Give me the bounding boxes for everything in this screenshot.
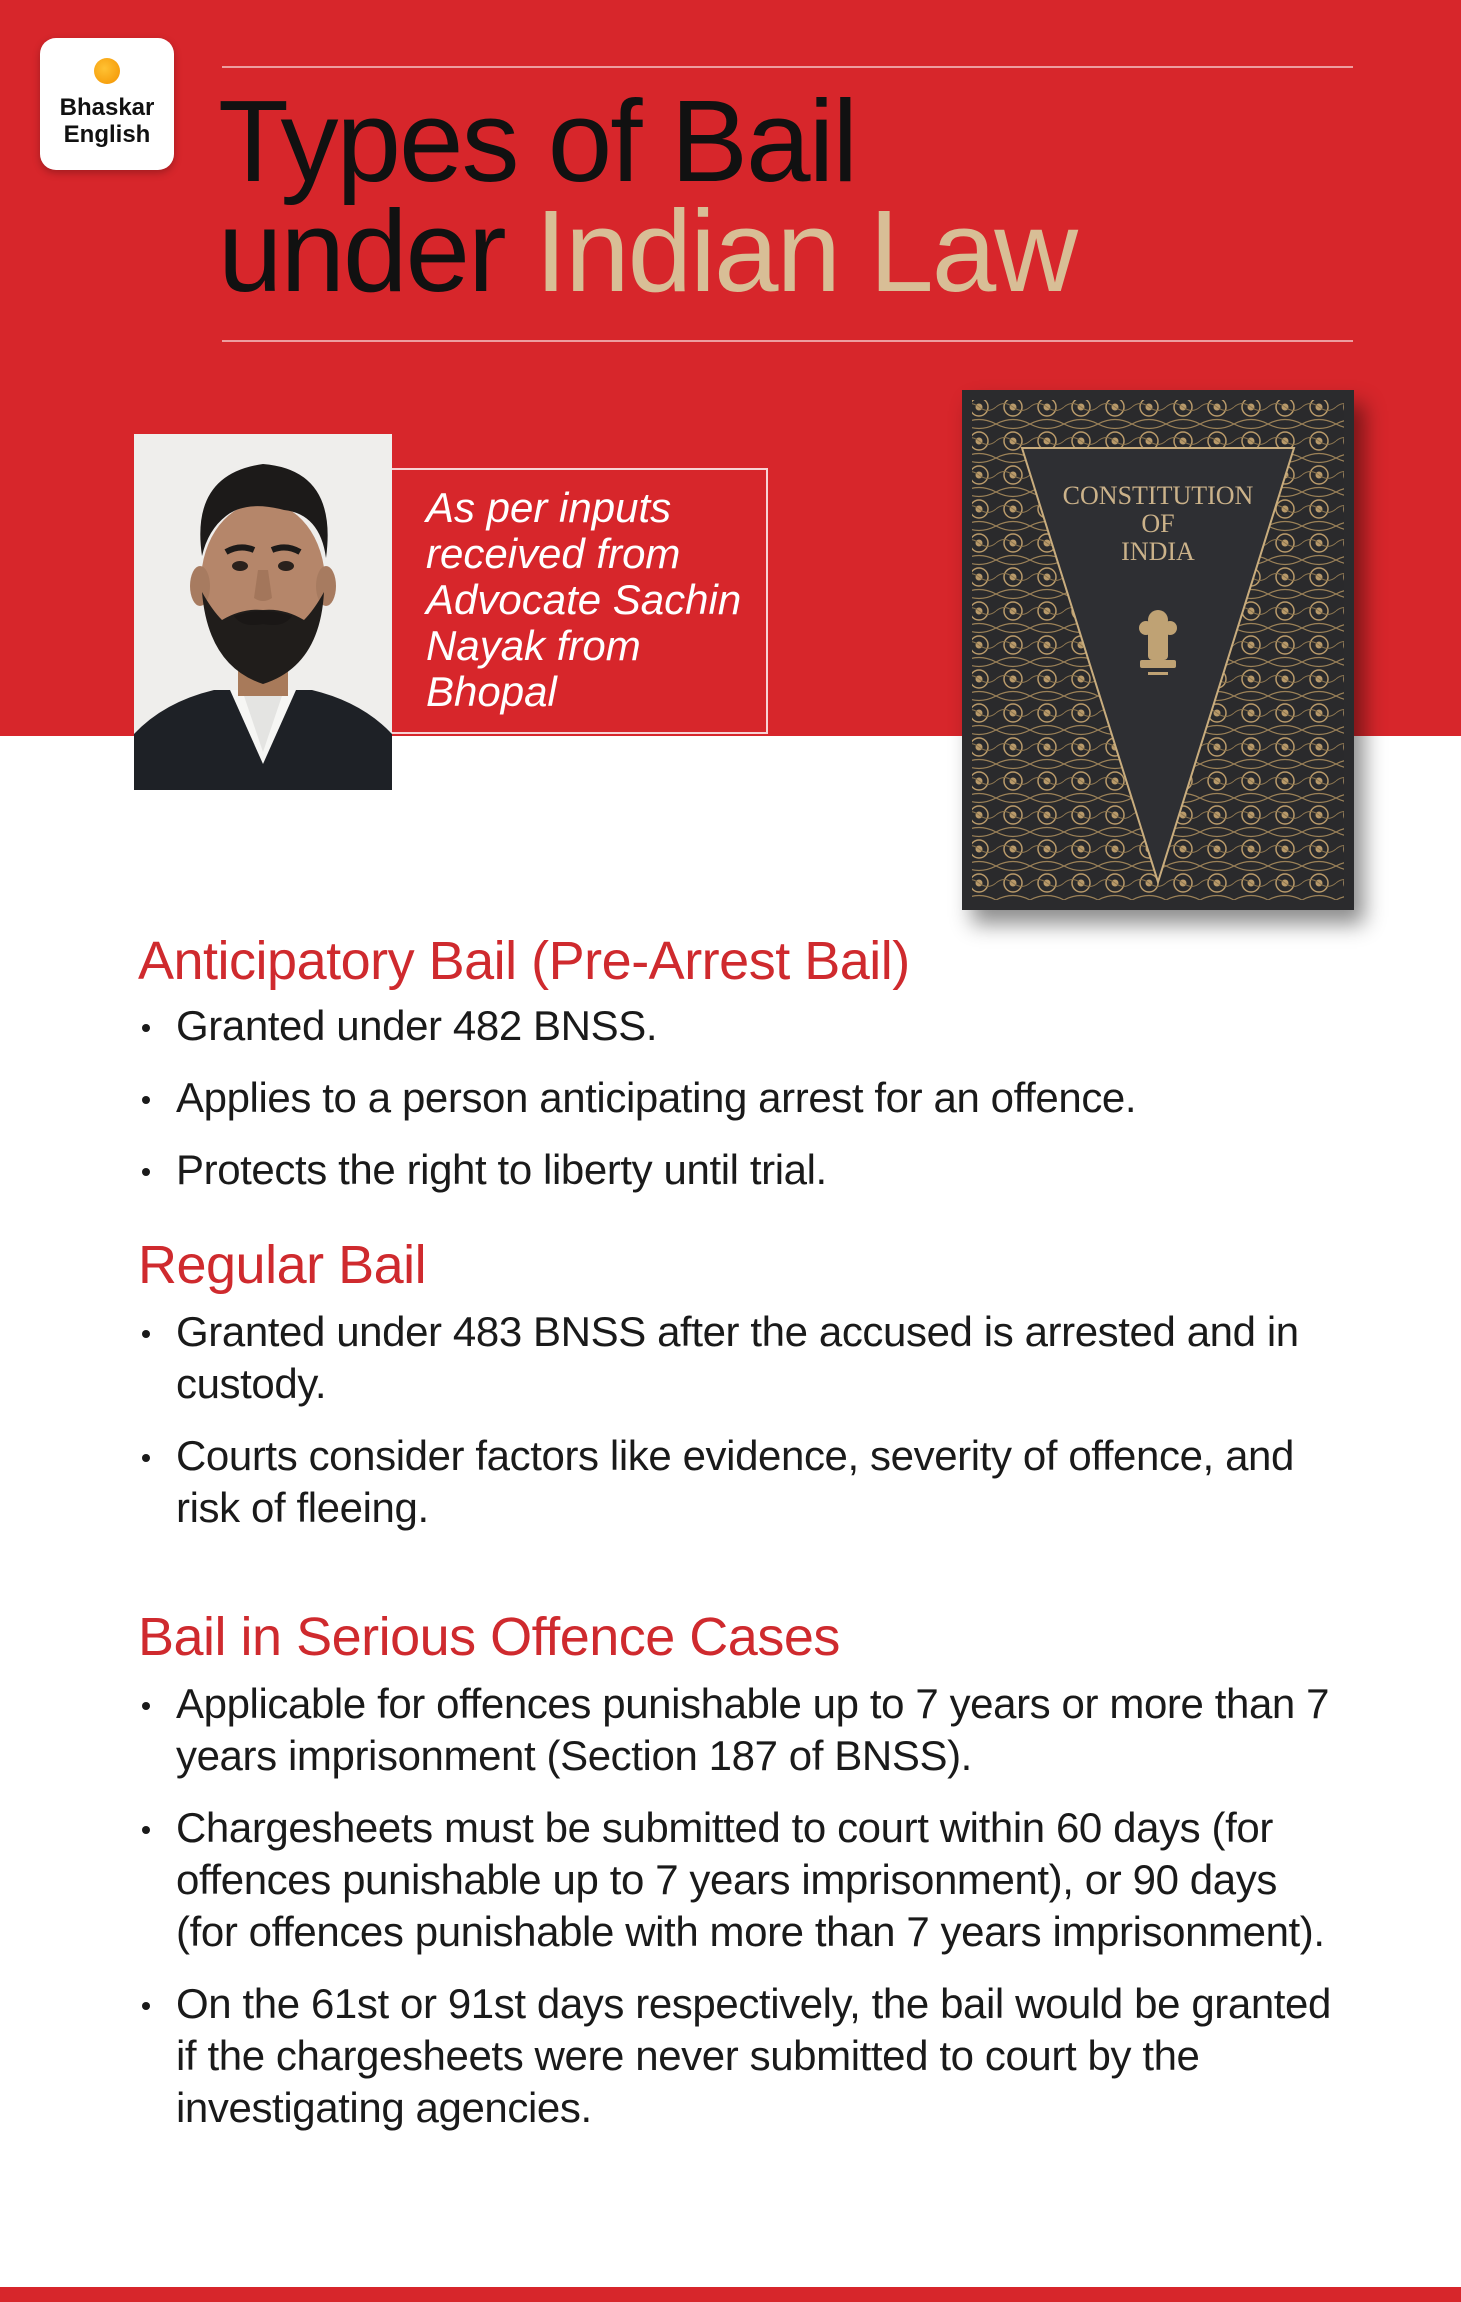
title-accent: Indian Law [534, 186, 1077, 316]
logo-text [40, 94, 174, 148]
bullet-item: Granted under 483 BNSS after the accused is arrested and in custody. [138, 1306, 1338, 1410]
sun-icon [94, 58, 120, 84]
section-serious-offence-bail [138, 1606, 1338, 2134]
bullet-item: Chargesheets must be submitted to court within 60 days (for offences punishable up to 7 years imprisonment), or 90 days (for offences punishable with more than 7 years imprisonment). [138, 1802, 1338, 1958]
bullet-list [138, 1000, 1338, 1196]
title-line-1: Types of Bail [218, 76, 857, 206]
bullet-list [138, 1678, 1338, 2134]
bullet-list [138, 1306, 1338, 1534]
book-title-line-2: OF [1141, 509, 1175, 538]
bhaskar-english-logo[interactable] [40, 38, 174, 170]
bullet-item: On the 61st or 91st days respectively, the bail would be granted if the chargesheets were never submitted to court by the investigating agencies. [138, 1978, 1338, 2134]
bullet-item: Applicable for offences punishable up to 7 years or more than 7 years imprisonment (Section 187 of BNSS). [138, 1678, 1338, 1782]
title-line-2: under [218, 186, 535, 316]
bullet-item: Courts consider factors like evidence, severity of offence, and risk of fleeing. [138, 1430, 1338, 1534]
section-title: Anticipatory Bail (Pre-Arrest Bail) [138, 931, 910, 991]
logo-line-2: English [63, 121, 151, 148]
footer-bar [0, 2287, 1461, 2302]
section-title: Regular Bail [138, 1235, 427, 1295]
bullet-item: Protects the right to liberty until trial. [138, 1144, 1338, 1196]
logo-line-1: Bhaskar [59, 94, 155, 121]
bullet-item: Granted under 482 BNSS. [138, 1000, 1338, 1052]
source-caption: As per inputs received from Advocate Sachin Nayak from Bhopal [426, 484, 742, 715]
section-regular-bail [138, 1234, 1338, 1534]
main-content [138, 930, 1338, 2134]
book-title-line-1: CONSTITUTION [1062, 481, 1254, 510]
title-top-rule [222, 66, 1353, 68]
constitution-book-image [962, 390, 1354, 910]
section-title: Bail in Serious Offence Cases [138, 1607, 840, 1667]
advocate-photo [134, 434, 392, 790]
section-anticipatory-bail [138, 930, 1338, 1196]
constitution-cover-illustration [962, 390, 1354, 910]
title-bottom-rule [222, 340, 1353, 342]
book-title-line-3: INDIA [1121, 537, 1195, 566]
advocate-portrait-image [134, 434, 392, 790]
page-title [218, 76, 1077, 316]
bullet-item: Applies to a person anticipating arrest for an offence. [138, 1072, 1338, 1124]
